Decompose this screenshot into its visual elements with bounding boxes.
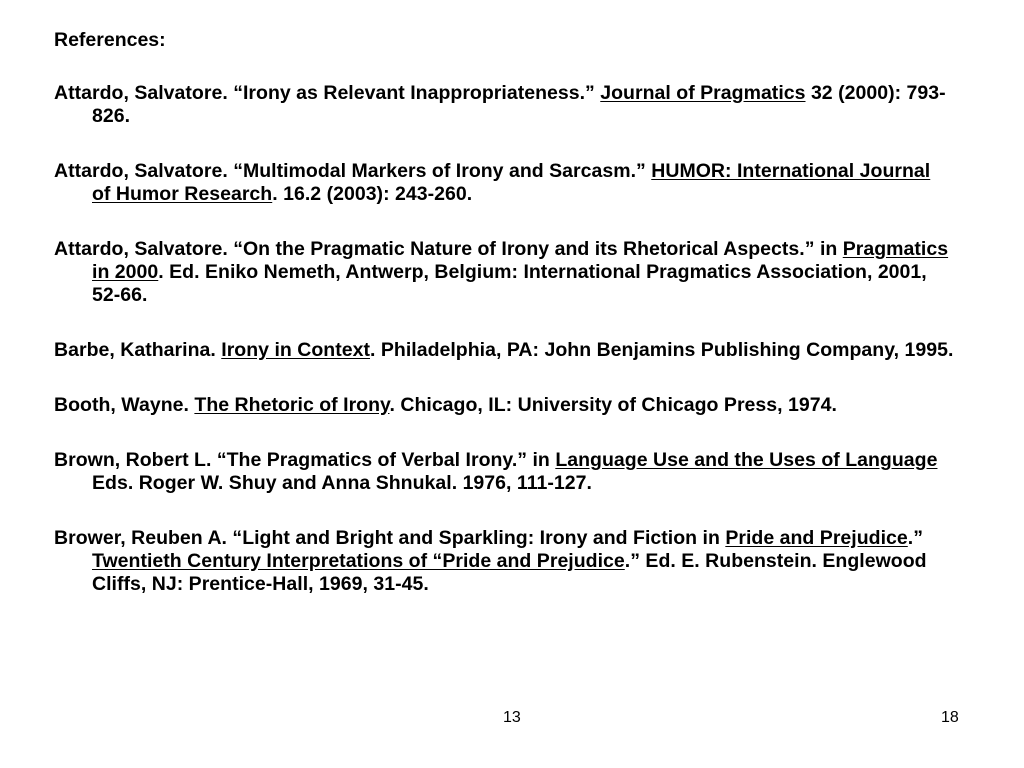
reference-text: . Chicago, IL: University of Chicago Press, 1974. [389,394,837,416]
reference-item [54,339,954,362]
reference-source-title: Language Use and the Uses of Language [555,449,938,471]
reference-source-title: Pride and Prejudice [725,527,908,549]
reference-text: . Ed. Eniko Nemeth, Antwerp, Belgium: International Pragmatics Association, 2001, 52-66. [92,261,927,306]
reference-text: Booth, Wayne. [54,394,195,416]
reference-item [54,394,954,417]
reference-source-title: Irony in Context [221,339,370,361]
reference-text: Brown, Robert L. “The Pragmatics of Verbal Irony.” in [54,449,556,471]
reference-text: . 16.2 (2003): 243-260. [272,183,473,205]
reference-text: . Philadelphia, PA: John Benjamins Publishing Company, 1995. [370,339,954,361]
reference-list [54,82,954,628]
reference-source-title: Pragmatics in 2000 [92,238,949,283]
reference-item [54,82,954,128]
references-heading: References: [54,29,166,51]
reference-text: .” [907,527,923,549]
reference-source-title: The Rhetoric of Irony [194,394,390,416]
reference-item [54,238,954,307]
reference-source-title: Journal of Pragmatics [600,82,806,104]
reference-text: Eds. Roger W. Shuy and Anna Shnukal. 1976, 111-127. [92,472,592,494]
reference-text: Attardo, Salvatore. “On the Pragmatic Nature of Irony and its Rhetorical Aspects.” in [54,238,843,260]
reference-item [54,449,954,495]
reference-item [54,527,954,596]
reference-text: Brower, Reuben A. “Light and Bright and Sparkling: Irony and Fiction in [54,527,726,549]
reference-text: Barbe, Katharina. [54,339,222,361]
slide-number: 13 [503,709,521,726]
reference-text: Attardo, Salvatore. “Multimodal Markers of Irony and Sarcasm.” [54,160,652,182]
reference-text: .” Ed. E. Rubenstein. Englewood Cliffs, NJ: Prentice-Hall, 1969, 31-45. [92,550,927,595]
slide-total: 18 [941,709,959,726]
reference-source-title: Twentieth Century Interpretations of “Pride and Prejudice [92,550,625,572]
reference-text: 32 (2000): 793-826. [92,82,946,127]
reference-text: Attardo, Salvatore. “Irony as Relevant Inappropriateness.” [54,82,601,104]
reference-item [54,160,954,206]
reference-source-title: HUMOR: International Journal of Humor Research [92,160,931,205]
